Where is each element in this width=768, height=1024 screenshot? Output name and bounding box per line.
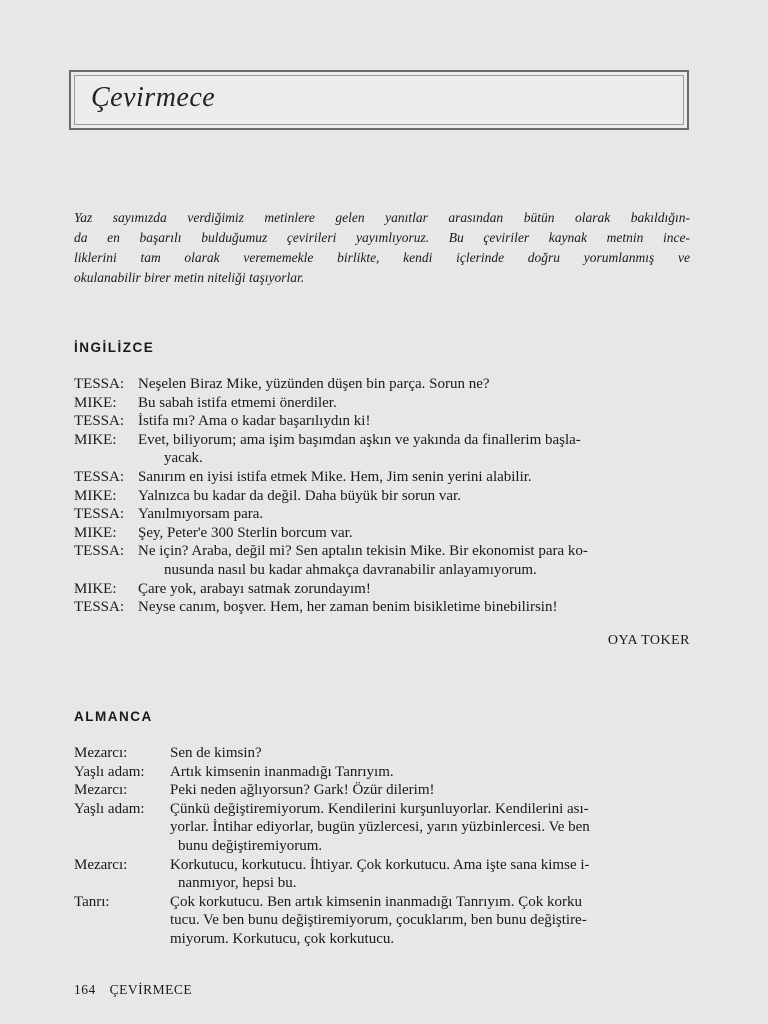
dialogue-continuation: nusunda nasıl bu kadar ahmakça davranabilir anlayamıyorum.: [164, 561, 537, 578]
speaker-label: Yaşlı adam:: [74, 763, 145, 780]
dialogue-text: İstifa mı? Ama o kadar başarılıydın ki!: [138, 413, 371, 430]
dialogue-text: Sen de kimsin?: [170, 745, 262, 761]
dialogue-continuation: yorlar. İntihar ediyorlar, bugün yüzlercesi, yarın yüzbinlercesi. Ve ben: [170, 819, 590, 836]
dialogue-text: Çare yok, arabayı satmak zorundayım!: [138, 580, 371, 597]
dialogue-continuation: tucu. Ve ben bunu değiştiremiyorum, çocuklarım, ben bunu değiştire-: [170, 912, 587, 929]
dialogue-line: [74, 431, 692, 468]
dialogue-text: Neyse canım, boşver. Hem, her zaman benim bisikletime binebilirsin!: [138, 599, 558, 616]
dialogue-line: [74, 580, 692, 599]
speaker-label: TESSA:: [74, 599, 125, 616]
speaker-label: Mezarcı:: [74, 745, 128, 761]
speaker-label: MIKE:: [74, 431, 117, 448]
dialogue-line: [74, 800, 692, 856]
dialogue-continuation: bunu değiştiremiyorum.: [178, 837, 323, 854]
dialogue-text: [138, 542, 692, 579]
dialogue-text: [170, 800, 692, 856]
section-heading-german: ALMANCA: [74, 709, 153, 724]
dialogue-text: Yalnızca bu kadar da değil. Daha büyük bir sorun var.: [138, 487, 461, 504]
speaker-label: Tanrı:: [74, 893, 110, 910]
speaker-label: TESSA:: [74, 376, 125, 392]
intro-paragraph: [74, 208, 690, 288]
dialogue-line: [74, 505, 692, 524]
dialogue-text-line: Çünkü değiştiremiyorum. Kendilerini kurşunluyorlar. Kendilerini ası-: [170, 800, 589, 817]
dialogue-line: [74, 542, 692, 579]
intro-line: liklerini tam olarak verememekle birlikte, kendi içlerinde doğru yorumlanmış ve: [74, 250, 690, 265]
page-title: Çevirmece: [91, 82, 216, 113]
dialogue-line: [74, 763, 692, 782]
page-number: 164: [74, 982, 96, 997]
translator-signature: OYA TOKER: [607, 633, 690, 648]
dialogue-line: [74, 856, 692, 893]
dialogue-continuation: miyorum. Korkutucu, çok korkutucu.: [170, 930, 395, 947]
speaker-label: TESSA:: [74, 506, 125, 523]
dialogue-text-line: Çok korkutucu. Ben artık kimsenin inanmadığı Tanrıyım. Çok korku: [170, 893, 582, 910]
dialogue-german: [74, 744, 692, 949]
speaker-label: TESSA:: [74, 543, 125, 560]
dialogue-line: [74, 598, 692, 617]
dialogue-line: [74, 744, 692, 763]
page-footer: [74, 982, 192, 998]
speaker-label: MIKE:: [74, 524, 117, 541]
dialogue-text: [170, 856, 692, 893]
dialogue-text: Yanılmıyorsam para.: [138, 506, 264, 523]
speaker-label: TESSA:: [74, 468, 125, 485]
dialogue-line: [74, 375, 692, 394]
speaker-label: TESSA:: [74, 413, 125, 430]
dialogue-text: Peki neden ağlıyorsun? Gark! Özür dilerim!: [170, 782, 435, 799]
dialogue-text-line: Ne için? Araba, değil mi? Sen aptalın tekisin Mike. Bir ekonomist para ko-: [138, 543, 588, 560]
dialogue-text: Neşelen Biraz Mike, yüzünden düşen bin parça. Sorun ne?: [138, 376, 490, 392]
dialogue-line: [74, 524, 692, 543]
dialogue-continuation: yacak.: [164, 450, 203, 467]
dialogue-continuation: nanmıyor, hepsi bu.: [178, 875, 297, 892]
section-heading-english: İNGİLİZCE: [74, 340, 155, 355]
dialogue-line: [74, 487, 692, 506]
dialogue-text: Sanırım en iyisi istifa etmek Mike. Hem, Jim senin yerini alabilir.: [138, 468, 532, 485]
dialogue-text: Artık kimsenin inanmadığı Tanrıyım.: [170, 763, 394, 780]
speaker-label: MIKE:: [74, 487, 117, 504]
title-box: [69, 70, 689, 130]
dialogue-text-line: Evet, biliyorum; ama işim başımdan aşkın ve yakında da finallerim başla-: [138, 431, 581, 448]
dialogue-text-line: Korkutucu, korkutucu. İhtiyar. Çok korkutucu. Ama işte sana kimse i-: [170, 856, 590, 873]
dialogue-line: [74, 468, 692, 487]
speaker-label: MIKE:: [74, 580, 117, 597]
dialogue-english: [74, 375, 692, 617]
speaker-label: Mezarcı:: [74, 856, 128, 873]
dialogue-line: [74, 893, 692, 949]
speaker-label: MIKE:: [74, 394, 117, 411]
intro-line: okulanabilir birer metin niteliği taşıyorlar.: [74, 270, 305, 285]
intro-line: Yaz sayımızda verdiğimiz metinlere gelen yanıtlar arasından bütün olarak bakıldığın-: [74, 210, 690, 225]
running-title: ÇEVİRMECE: [109, 982, 193, 997]
dialogue-text: [170, 893, 692, 949]
dialogue-text: [138, 431, 692, 468]
dialogue-line: [74, 394, 692, 413]
dialogue-line: [74, 781, 692, 800]
speaker-label: Mezarcı:: [74, 782, 128, 799]
dialogue-text: Şey, Peter'e 300 Sterlin borcum var.: [138, 524, 353, 541]
dialogue-text: Bu sabah istifa etmemi önerdiler.: [138, 394, 337, 411]
speaker-label: Yaşlı adam:: [74, 800, 145, 817]
dialogue-line: [74, 412, 692, 431]
intro-line: da en başarılı bulduğumuz çevirileri yayımlıyoruz. Bu çeviriler kaynak metnin ince-: [74, 230, 690, 245]
